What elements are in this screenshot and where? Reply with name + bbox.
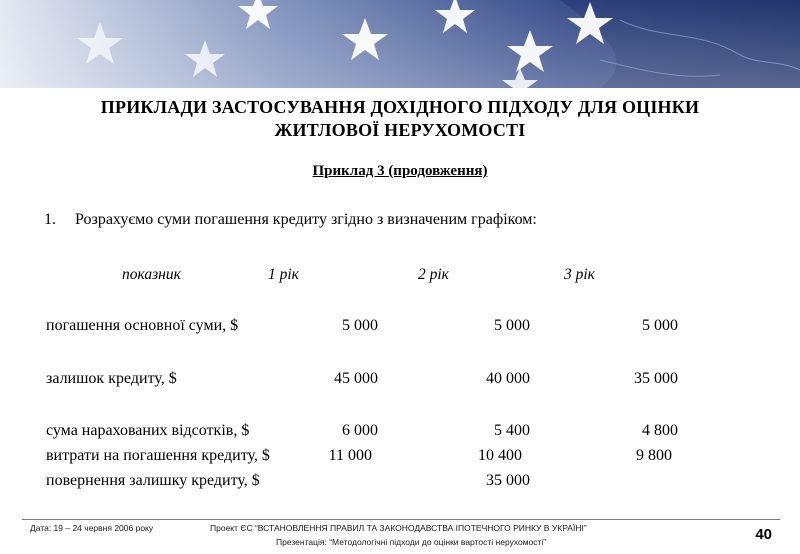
list-item-text: Розрахуємо суми погашення кредиту згідно з визначеним графіком: <box>75 211 537 228</box>
row-label: витрати на погашення кредиту, $ <box>46 447 270 464</box>
row-label: погашення основної суми, $ <box>46 317 239 334</box>
footer-presentation: Презентація: “Методологічні підходи до оцінки вартості нерухомості” <box>276 537 547 547</box>
row-value-year-1: 6 000 <box>342 422 378 439</box>
row-label: повернення залишку кредиту, $ <box>46 472 260 489</box>
list-item <box>44 211 537 229</box>
footer-date: Дата: 19 – 24 червня 2006 року <box>30 523 154 533</box>
list-item-number: 1. <box>44 211 56 228</box>
row-value-year-3: 5 000 <box>642 317 678 334</box>
row-value-year-1: 11 000 <box>328 447 372 464</box>
slide-title-line-1: ПРИКЛАДИ ЗАСТОСУВАННЯ ДОХІДНОГО ПІДХОДУ ДЛЯ ОЦІНКИ <box>100 97 700 117</box>
header-year-1: 1 рік <box>268 266 299 283</box>
row-value-year-1: 45 000 <box>334 370 378 387</box>
slide-title <box>0 96 800 142</box>
row-label: залишок кредиту, $ <box>46 370 177 387</box>
slide-subtitle: Приклад 3 (продовження) <box>312 163 488 179</box>
row-value-year-2: 40 000 <box>486 370 530 387</box>
header-indicator: показник <box>122 266 181 283</box>
row-value-year-2: 5 400 <box>494 422 530 439</box>
row-value-year-3: 9 800 <box>636 447 672 464</box>
slide-title-line-2: ЖИТЛОВОЇ НЕРУХОМОСТІ <box>274 120 526 140</box>
footer-divider <box>22 519 780 520</box>
row-value-year-2: 35 000 <box>486 472 530 489</box>
row-value-year-2: 5 000 <box>494 317 530 334</box>
row-value-year-1: 5 000 <box>342 317 378 334</box>
banner-graphic <box>0 0 800 88</box>
eu-flag-banner <box>0 0 800 88</box>
row-label: сума нарахованих відсотків, $ <box>46 422 250 439</box>
header-year-3: 3 рік <box>564 266 595 283</box>
row-value-year-3: 4 800 <box>642 422 678 439</box>
row-value-year-3: 35 000 <box>634 370 678 387</box>
footer-project: Проект ЄС “ВСТАНОВЛЕННЯ ПРАВИЛ ТА ЗАКОНОДАВСТВА ІПОТЕЧНОГО РИНКУ В УКРАЇНІ” <box>210 523 587 533</box>
header-year-2: 2 рік <box>418 266 449 283</box>
row-value-year-2: 10 400 <box>478 447 522 464</box>
page-number: 40 <box>755 526 772 543</box>
